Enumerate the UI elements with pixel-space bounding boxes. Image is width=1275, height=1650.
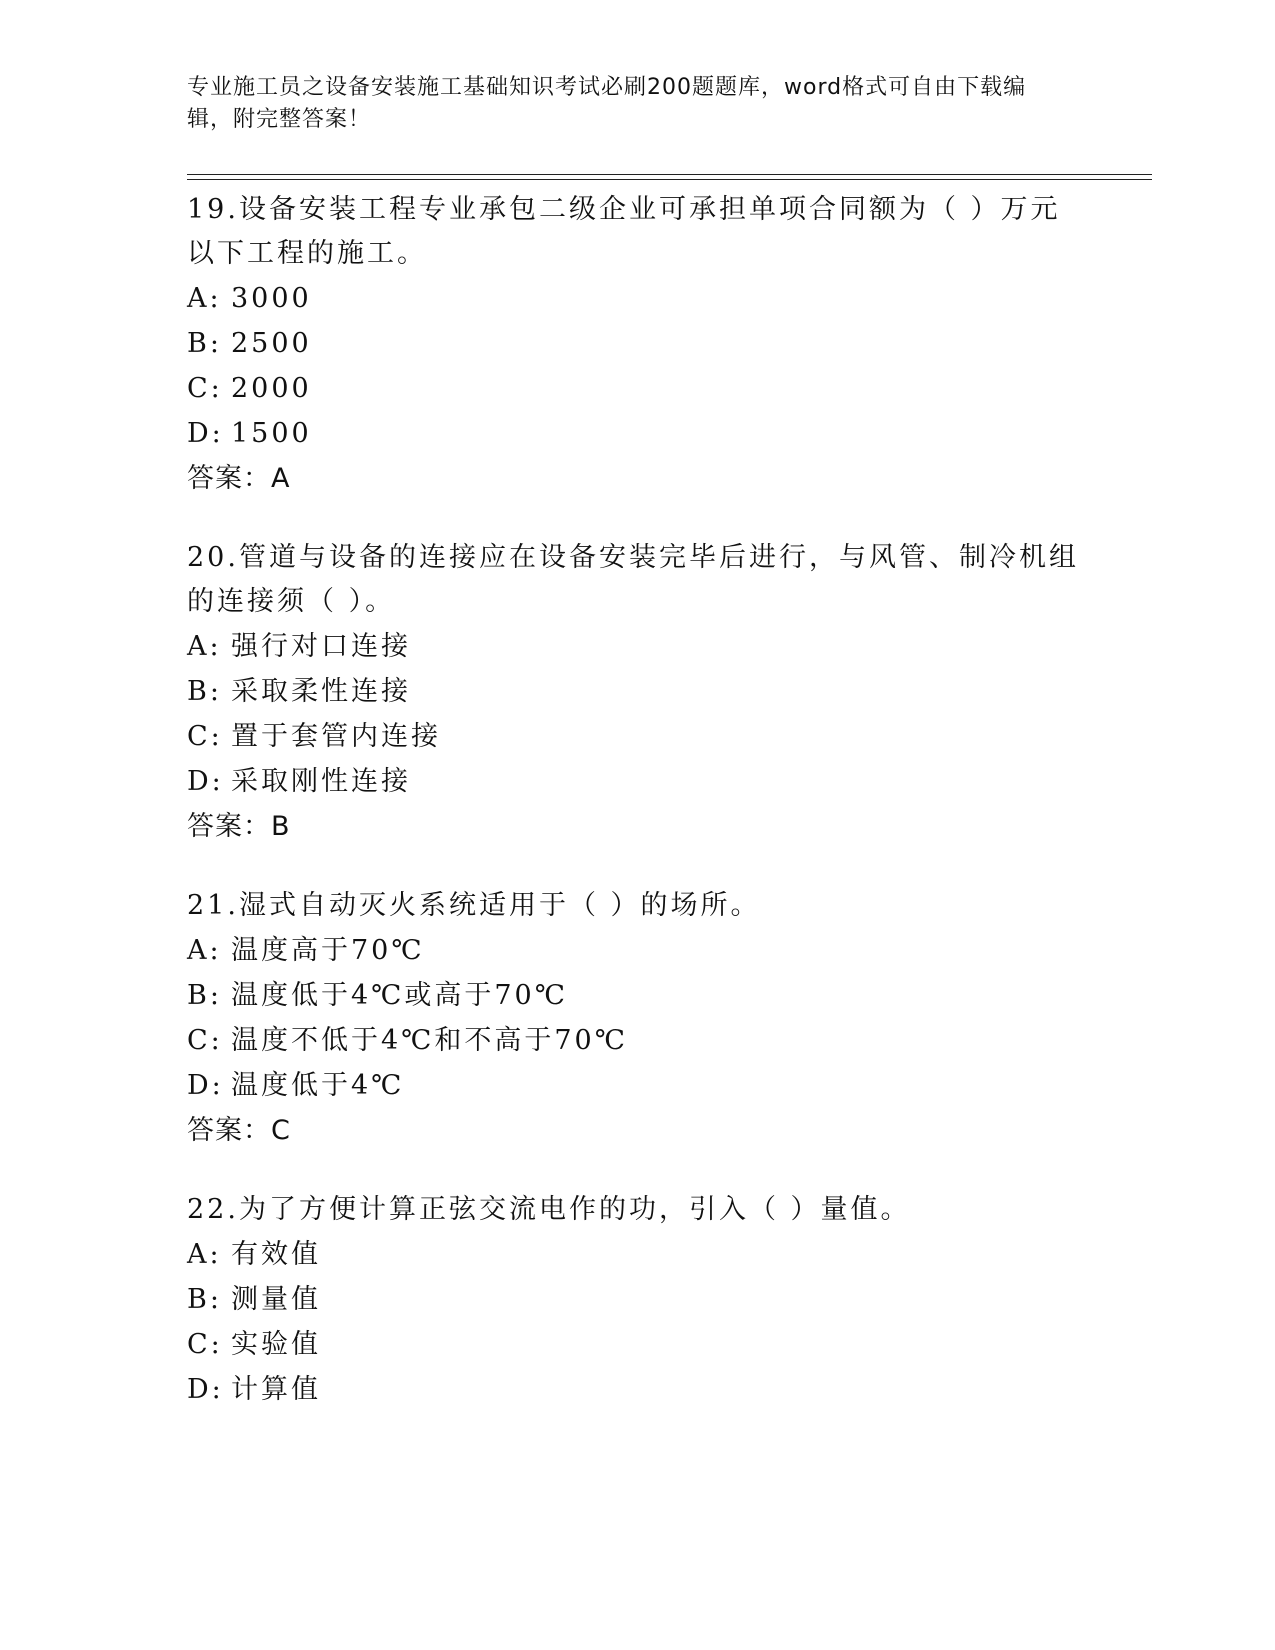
question-stem: 20.管道与设备的连接应在设备安装完毕后进行，与风管、制冷机组的连接须（ ）。 xyxy=(187,542,1079,617)
answer-line: 答案：A xyxy=(187,463,291,494)
option-text: 温度不低于4℃和不高于70℃ xyxy=(231,1025,628,1056)
option-text: 采取刚性连接 xyxy=(231,766,411,797)
option-text: 温度低于4℃或高于70℃ xyxy=(231,980,568,1011)
option-letter: D: xyxy=(187,1374,224,1405)
page-header: 专业施工员之设备安装施工基础知识考试必刷200题题库，word格式可自由下载编辑，附完整答案！ xyxy=(187,75,1027,132)
option-letter: D: xyxy=(187,766,224,797)
question-19 xyxy=(187,188,1087,502)
question-stem: 19.设备安装工程专业承包二级企业可承担单项合同额为（ ）万元以下工程的施工。 xyxy=(187,194,1061,269)
option-b xyxy=(187,973,1087,1018)
option-b xyxy=(187,1277,1087,1322)
option-a xyxy=(187,1232,1087,1277)
question-list xyxy=(187,188,1087,1446)
option-c xyxy=(187,366,1087,411)
option-letter: C: xyxy=(187,1025,223,1056)
option-c xyxy=(187,1018,1087,1063)
option-c xyxy=(187,1322,1087,1367)
option-letter: A: xyxy=(187,935,222,966)
option-letter: B: xyxy=(187,676,222,707)
option-letter: C: xyxy=(187,721,223,752)
question-21 xyxy=(187,884,1087,1154)
option-letter: C: xyxy=(187,1329,223,1360)
option-text: 1500 xyxy=(231,418,312,449)
option-text: 置于套管内连接 xyxy=(231,721,441,752)
question-20 xyxy=(187,536,1087,850)
option-text: 实验值 xyxy=(231,1329,321,1360)
header-divider-top xyxy=(187,174,1152,175)
option-a xyxy=(187,624,1087,669)
question-stem: 21.湿式自动灭火系统适用于（ ）的场所。 xyxy=(187,890,761,921)
option-letter: B: xyxy=(187,328,222,359)
option-text: 2500 xyxy=(231,328,312,359)
option-text: 强行对口连接 xyxy=(231,631,411,662)
option-b xyxy=(187,669,1087,714)
option-d xyxy=(187,1063,1087,1108)
answer-line: 答案：C xyxy=(187,1115,291,1146)
option-text: 测量值 xyxy=(231,1284,321,1315)
option-text: 采取柔性连接 xyxy=(231,676,411,707)
answer-line: 答案：B xyxy=(187,811,291,842)
option-letter: B: xyxy=(187,980,222,1011)
header-divider-bottom xyxy=(187,179,1152,180)
option-letter: C: xyxy=(187,373,223,404)
option-text: 2000 xyxy=(231,373,312,404)
option-text: 有效值 xyxy=(231,1239,321,1270)
option-a xyxy=(187,928,1087,973)
option-text: 温度高于70℃ xyxy=(231,935,425,966)
option-letter: B: xyxy=(187,1284,222,1315)
option-letter: A: xyxy=(187,631,222,662)
option-c xyxy=(187,714,1087,759)
option-letter: D: xyxy=(187,418,224,449)
question-stem: 22.为了方便计算正弦交流电作的功，引入（ ）量值。 xyxy=(187,1194,911,1225)
option-d xyxy=(187,1367,1087,1412)
option-letter: A: xyxy=(187,1239,222,1270)
option-d xyxy=(187,411,1087,456)
option-d xyxy=(187,759,1087,804)
question-22 xyxy=(187,1188,1087,1412)
option-b xyxy=(187,321,1087,366)
option-text: 3000 xyxy=(231,283,312,314)
option-letter: D: xyxy=(187,1070,224,1101)
option-letter: A: xyxy=(187,283,222,314)
option-text: 温度低于4℃ xyxy=(231,1070,405,1101)
option-a xyxy=(187,276,1087,321)
option-text: 计算值 xyxy=(231,1374,321,1405)
